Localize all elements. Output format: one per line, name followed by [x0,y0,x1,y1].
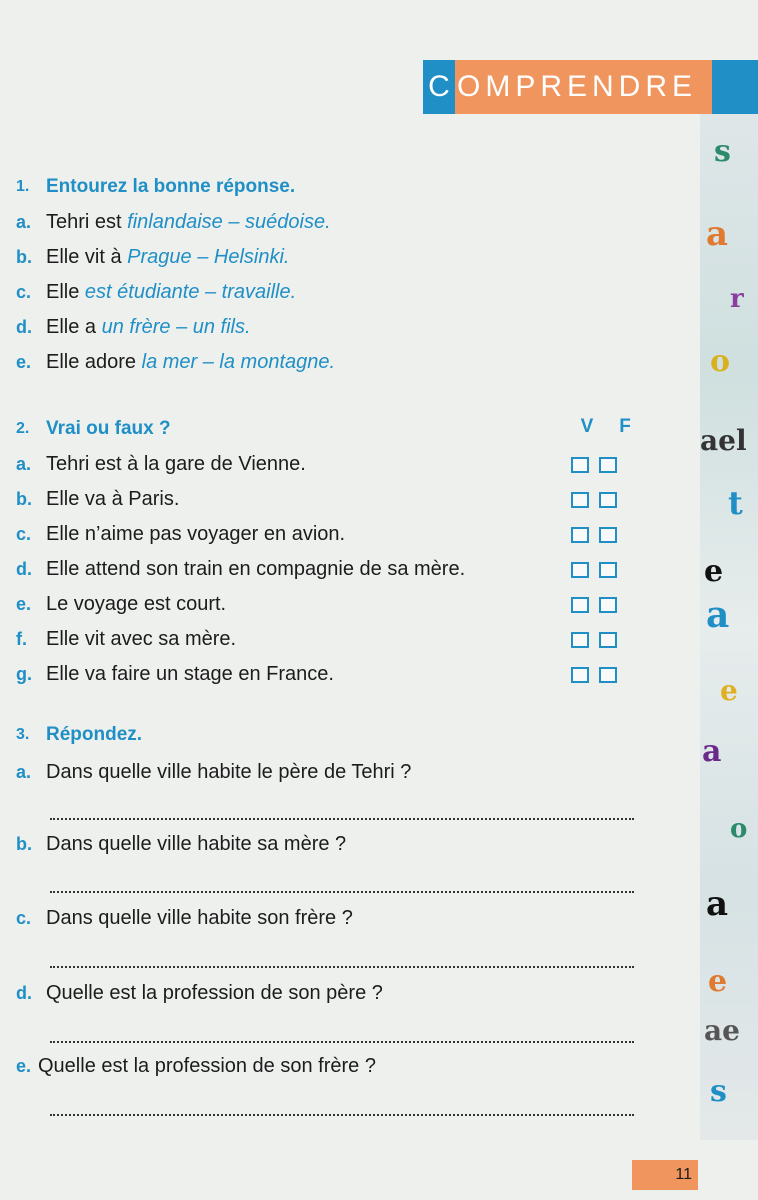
banner-end-block [712,60,758,114]
false-checkbox[interactable] [599,562,617,578]
s2-item-c [16,517,465,552]
question-text: Quelle est la profession de son père ? [46,982,383,1004]
false-checkbox[interactable] [599,457,617,473]
item-letter: b. [16,489,32,509]
item-letter: f. [16,629,27,649]
section-1-title [16,169,335,205]
item-text: Elle va faire un stage en France. [46,663,334,685]
section-3-heading: Répondez. [46,724,143,745]
banner-first-letter: C [423,60,455,114]
false-checkbox[interactable] [599,492,617,508]
item-text: Elle a [46,316,102,338]
false-checkbox[interactable] [599,632,617,648]
s2-item-d [16,552,465,587]
item-letter: a. [16,762,32,782]
vf-checkboxes-a [571,457,617,473]
item-choice[interactable]: finlandaise – suédoise. [127,211,331,233]
item-letter: b. [16,834,32,854]
item-choice[interactable]: est étudiante – travaille. [84,281,297,303]
true-checkbox[interactable] [571,562,589,578]
s3-item-e [16,1049,376,1084]
item-letter: c. [16,908,32,928]
false-checkbox[interactable] [599,597,617,613]
s2-item-a [16,447,465,482]
item-letter: e. [16,352,32,372]
true-checkbox[interactable] [571,492,589,508]
question-text: Quelle est la profession de son frère ? [38,1055,376,1077]
s3-item-a [16,755,411,790]
item-letter: e. [16,594,32,614]
true-checkbox[interactable] [571,457,589,473]
s1-item-a [16,205,335,240]
answer-line-a[interactable] [50,818,634,820]
item-letter: a. [16,454,32,474]
true-checkbox[interactable] [571,527,589,543]
item-text: Elle adore [46,351,142,373]
item-letter: c. [16,282,32,302]
item-letter: d. [16,317,32,337]
false-checkbox[interactable] [599,527,617,543]
item-text: Tehri est à la gare de Vienne. [46,453,306,475]
answer-line-e[interactable] [50,1114,634,1116]
s3-item-b [16,827,346,862]
item-letter: c. [16,524,32,544]
item-letter: b. [16,247,32,267]
section-2-heading: Vrai ou faux ? [46,418,171,439]
s1-item-e [16,345,335,380]
item-letter: a. [16,212,32,232]
item-letter: e. [16,1056,32,1076]
item-choice[interactable]: la mer – la montagne. [141,351,336,373]
section-2-title [16,411,465,447]
item-text: Elle vit avec sa mère. [46,628,237,650]
item-text: Tehri est [46,211,128,233]
s2-item-b [16,482,465,517]
s2-item-e [16,587,465,622]
true-checkbox[interactable] [571,597,589,613]
false-checkbox[interactable] [599,667,617,683]
s1-item-c [16,275,335,310]
question-text: Dans quelle ville habite son frère ? [46,907,353,929]
vf-checkboxes-b [571,492,617,508]
vf-checkboxes-e [571,597,617,613]
s2-item-f [16,622,465,657]
s3-item-c [16,901,353,936]
section-3-title [16,717,142,753]
vf-checkboxes-f [571,632,617,648]
section-3-number: 3. [16,726,30,743]
answer-line-d[interactable] [50,1041,634,1043]
section-1-heading: Entourez la bonne réponse. [46,176,296,197]
letter-collage-image: s a r o ael t e a e a o a e ae s [700,114,758,1140]
true-checkbox[interactable] [571,667,589,683]
section-1 [16,169,335,380]
item-text: Le voyage est court. [46,593,227,615]
item-text: Elle [46,281,85,303]
false-column-label: F [619,416,631,437]
item-letter: d. [16,983,32,1003]
item-text: Elle attend son train en compagnie de sa mère. [46,558,466,580]
question-text: Dans quelle ville habite sa mère ? [46,833,347,855]
item-text: Elle n’aime pas voyager en avion. [46,523,346,545]
section-3-title-block [16,717,142,753]
item-letter: g. [16,664,32,684]
question-text: Dans quelle ville habite le père de Tehri ? [46,761,412,783]
item-text: Elle va à Paris. [46,488,180,510]
true-column-label: V [580,416,594,437]
true-false-header [576,416,636,438]
section-2-number: 2. [16,420,30,437]
answer-line-b[interactable] [50,891,634,893]
vf-checkboxes-g [571,667,617,683]
vf-checkboxes-d [571,562,617,578]
s1-item-b [16,240,335,275]
section-2 [16,411,465,692]
answer-line-c[interactable] [50,966,634,968]
s3-item-d [16,976,383,1011]
section-banner [423,60,758,114]
item-choice[interactable]: Prague – Helsinki. [127,246,290,268]
section-1-number: 1. [16,178,30,195]
s2-item-g [16,657,465,692]
true-checkbox[interactable] [571,632,589,648]
item-text: Elle vit à [46,246,128,268]
item-letter: d. [16,559,32,579]
banner-title: OMPRENDRE [455,60,712,114]
page-number: 11 [632,1160,698,1190]
item-choice[interactable]: un frère – un fils. [101,316,251,338]
vf-checkboxes-c [571,527,617,543]
s1-item-d [16,310,335,345]
